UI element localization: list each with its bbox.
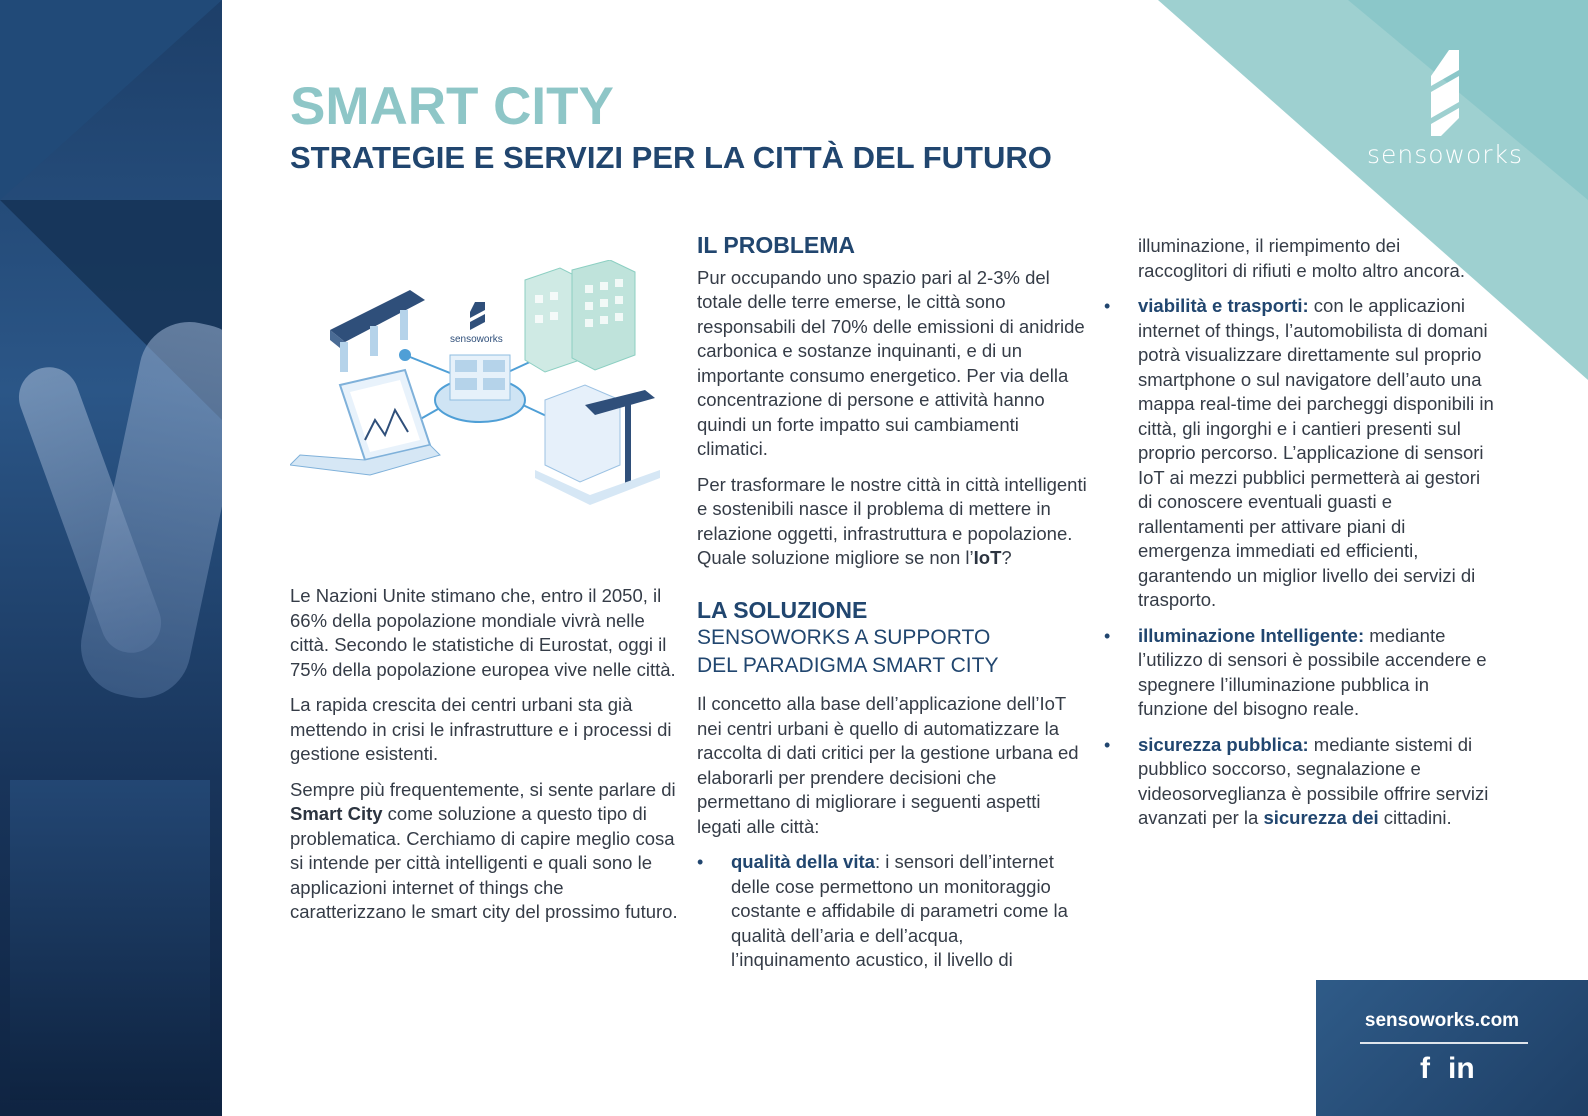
list-item [697, 850, 1087, 973]
subheading-line: SENSOWORKS A SUPPORTO [697, 626, 991, 649]
footer-divider [1360, 1042, 1528, 1044]
benefits-list [697, 850, 1087, 973]
bullet-text: mediante l’utilizzo di sensori è possibile accendere e spegnere l’illuminazione pubblica in funzione del bisogno reale. [1138, 624, 1487, 719]
bullet-text: con le applicazioni internet of things, l’automobilista di domani potrà visualizzare direttamente sul proprio smartphone o sul navigatore dell’auto una mappa real-time dei parcheggi disponibili in città, gli ingorghi e i cantieri presenti sul proprio percorso. L’applicazione di sensori IoT ai mezzi pubblici permetterà ai gestori di conoscere eventuali guasti e rallentamenti per attivare piani di emergenza immediati ed efficienti, garantendo un miglior livello dei servizi di trasporto. [1138, 295, 1494, 610]
problem-paragraph: Pur occupando uno spazio pari al 2-3% del totale delle terre emerse, le città sono responsabili del 70% delle emissioni di anidride carbonica e sostanze inquinanti, e di un importante consumo energetico. Per via della concentrazione di persone e attività hanno quindi un forte impatto sui cambiamenti climatici. [697, 266, 1085, 459]
bullet-title: illuminazione Intelligente: [1138, 624, 1365, 646]
sensoworks-logo [1360, 50, 1530, 169]
intro-paragraph: Le Nazioni Unite stimano che, entro il 2050, il 66% della popolazione mondiale vivrà nelle città. Secondo le statistiche di Eurostat, oggi il 75% della popolazione europea vive nelle città. [290, 585, 676, 680]
intro-paragraph [290, 778, 680, 925]
intro-paragraph: La rapida crescita dei centri urbani sta già mettendo in crisi le infrastrutture e i processi di gestione esistenti. [290, 694, 672, 764]
smart-city-illustration [290, 260, 670, 510]
list-item [1104, 733, 1494, 831]
intro-column [290, 584, 680, 936]
text-span: Sempre più frequentemente, si sente parlare di [290, 778, 676, 800]
bullet-emphasis: sicurezza dei [1263, 807, 1379, 828]
footer-contact-box [1316, 980, 1588, 1116]
bullet-text: mediante sistemi di pubblico soccorso, segnalazione e videosorveglianza è possibile offrire servizi avanzati per la [1138, 733, 1489, 828]
illustration-brand-label: sensoworks [450, 334, 503, 345]
website-link[interactable]: sensoworks.com [1364, 1010, 1520, 1031]
bullet-text: cittadini. [1378, 807, 1452, 828]
list-item [1104, 294, 1494, 613]
list-item-continuation: illuminazione, il riempimento dei raccoglitori di rifiuti e molto altro ancora. [1138, 235, 1465, 281]
subheading-line: DEL PARADIGMA SMART CITY [697, 654, 999, 677]
list-item [1104, 624, 1494, 722]
bullet-title: viabilità e trasporti: [1138, 295, 1309, 316]
social-links [1420, 1052, 1493, 1086]
logo-text: sensoworks [1366, 140, 1524, 169]
machinery-shape [10, 780, 210, 1100]
text-span: ? [1001, 547, 1012, 568]
benefits-column [1104, 234, 1494, 842]
text-span: Per trasformare le nostre città in città intelligenti e sostenibili nasce il problema di mettere in relazione oggetti, infrastruttura e popolazione. Quale soluzione migliore se non l’ [697, 473, 1087, 568]
solution-paragraph: Il concetto alla base dell’applicazione dell’IoT nei centri urbani è quello di automatizzare la raccolta di dati critici per la gestione urbana ed elaborarli per prendere decisioni che permettano di migliorare i seguenti aspetti legati alle città: [697, 693, 1079, 837]
facebook-icon[interactable]: f [1420, 1052, 1430, 1085]
problem-paragraph [697, 473, 1087, 571]
page-subtitle: STRATEGIE E SERVIZI PER LA CITTÀ DEL FUTURO [290, 140, 1052, 175]
text-span: come soluzione a questo tipo di problematica. Cerchiamo di capire meglio cosa si intende per città intelligenti e quali sono le applicazioni internet of things che caratterizzano le smart city del prossimo futuro. [290, 803, 678, 922]
iot-emphasis: IoT [973, 547, 1002, 568]
sensoworks-s-icon [1425, 50, 1465, 136]
solution-heading: LA SOLUZIONE [697, 596, 868, 623]
left-industrial-photo [0, 0, 222, 1116]
bullet-title: sicurezza pubblica: [1138, 733, 1309, 755]
solution-subheading [697, 624, 1087, 680]
bullet-title: qualità della vita [731, 851, 875, 872]
linkedin-icon[interactable]: in [1448, 1052, 1475, 1085]
problem-solution-column [697, 233, 1087, 984]
benefits-list [1104, 294, 1494, 831]
bullet-text: : i sensori dell’internet delle cose permettono un monitoraggio costante e affidabile di parametri come la qualità dell’aria e dell’acqua, l’inquinamento acustico, il livello di [731, 851, 1068, 970]
problem-heading: IL PROBLEMA [697, 232, 856, 258]
page-title: SMART CITY [290, 77, 614, 136]
photo-overlay-triangle [0, 0, 222, 200]
smart-city-emphasis: Smart City [290, 803, 383, 824]
